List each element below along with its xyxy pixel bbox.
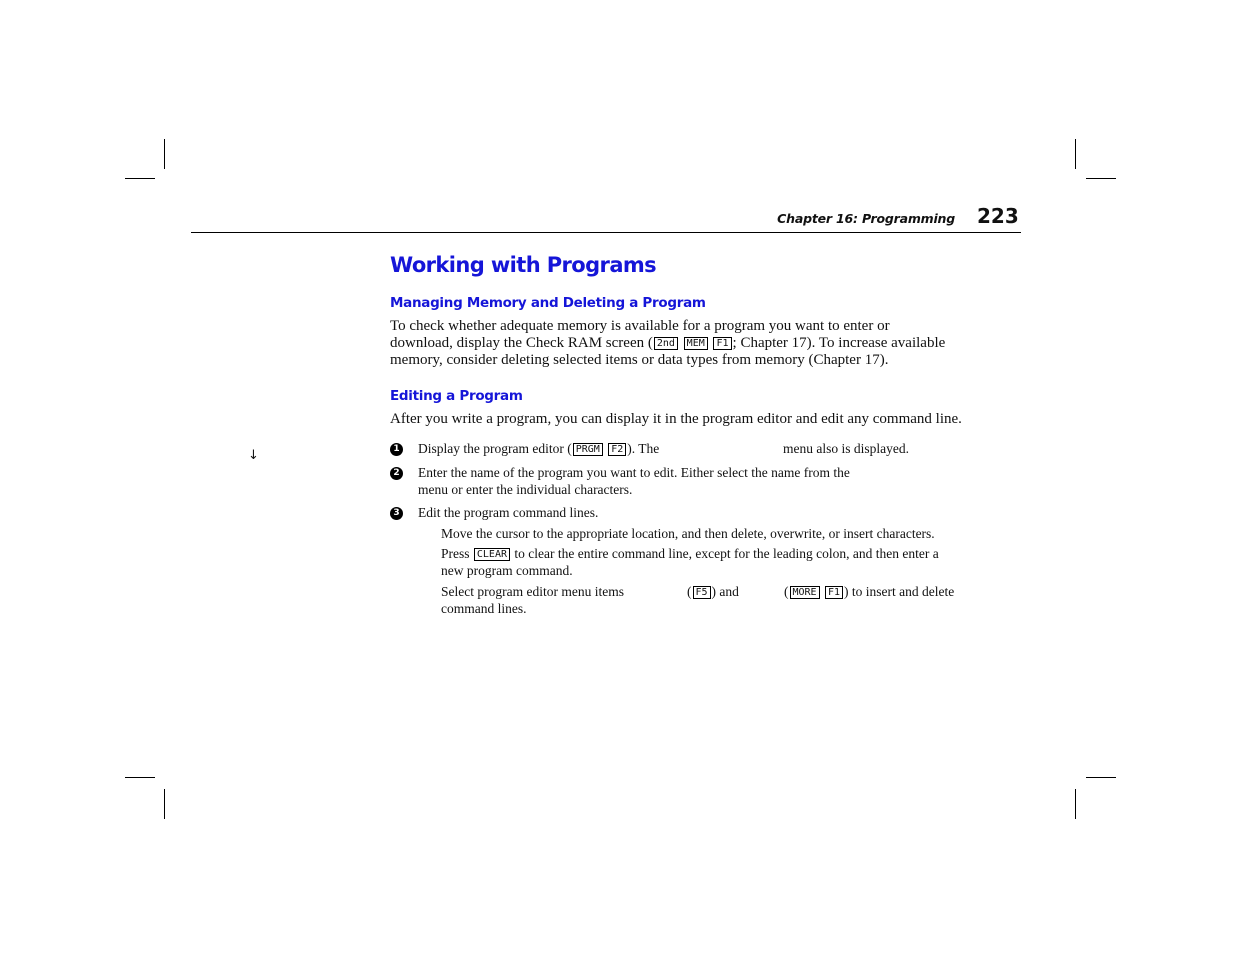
key-mem: MEM bbox=[684, 337, 708, 350]
step-2-line-2: menu or enter the individual characters. bbox=[418, 482, 633, 497]
sub-item-3-text-b: ( bbox=[687, 584, 692, 599]
sub-item-3-text-c: ) and bbox=[711, 584, 739, 599]
crop-mark-top-right-v bbox=[1075, 139, 1076, 169]
memory-paragraph-line-1: To check whether adequate memory is available for a program you want to enter or bbox=[390, 318, 890, 334]
sub-item-3-more-group bbox=[784, 583, 954, 600]
crop-mark-bottom-left-v bbox=[164, 789, 165, 819]
header-rule bbox=[191, 232, 1021, 233]
memory-text-b: ; Chapter 17). To increase available bbox=[732, 335, 946, 351]
sub-item-3-text-a: Select program editor menu items bbox=[441, 584, 624, 599]
step-number-2: 2 bbox=[390, 467, 403, 480]
sub-item-1: Move the cursor to the appropriate location, and then delete, overwrite, or insert characters. bbox=[441, 526, 935, 541]
memory-paragraph-line-3: memory, consider deleting selected items or data types from memory (Chapter 17). bbox=[390, 352, 889, 368]
key-prgm: PRGM bbox=[573, 443, 603, 456]
crop-mark-top-right-h bbox=[1086, 178, 1116, 179]
page-number: 223 bbox=[977, 204, 1019, 228]
step-1-text bbox=[418, 440, 659, 457]
crop-mark-bottom-left-h bbox=[125, 777, 155, 778]
key-f1: F1 bbox=[713, 337, 731, 350]
sub-item-3-line-2: command lines. bbox=[441, 601, 527, 616]
page-title: Working with Programs bbox=[390, 253, 657, 277]
sub-item-3-f5-group bbox=[687, 583, 739, 600]
sub-item-2-text-b: to clear the entire command line, except for the leading colon, and then enter a bbox=[514, 546, 939, 561]
section-heading-memory: Managing Memory and Deleting a Program bbox=[390, 295, 706, 311]
crop-mark-top-left-v bbox=[164, 139, 165, 169]
sub-item-2-text-a: Press bbox=[441, 546, 470, 561]
step-1-text-c: menu also is displayed. bbox=[783, 441, 909, 456]
crop-mark-top-left-h bbox=[125, 178, 155, 179]
sub-item-3-text-d: ( bbox=[784, 584, 789, 599]
crop-mark-bottom-right-v bbox=[1075, 789, 1076, 819]
step-2-line-1: Enter the name of the program you want to edit. Either select the name from the bbox=[418, 465, 850, 480]
key-2nd: 2nd bbox=[654, 337, 678, 350]
sub-item-2-line-1 bbox=[441, 545, 939, 562]
running-head: Chapter 16: Programming bbox=[777, 211, 955, 226]
step-number-3: 3 bbox=[390, 507, 403, 520]
key-clear: CLEAR bbox=[474, 548, 510, 561]
memory-paragraph-line-2 bbox=[390, 335, 945, 352]
down-arrow-icon: ↓ bbox=[248, 448, 259, 463]
section-heading-editing: Editing a Program bbox=[390, 388, 523, 404]
sub-item-2-line-2: new program command. bbox=[441, 563, 573, 578]
sub-item-3-text-e: ) to insert and delete bbox=[844, 584, 955, 599]
step-3-text: Edit the program command lines. bbox=[418, 505, 599, 520]
memory-text-a: download, display the Check RAM screen ( bbox=[390, 335, 653, 351]
key-f1-b: F1 bbox=[825, 586, 843, 599]
key-more: MORE bbox=[790, 586, 820, 599]
step-number-1: 1 bbox=[390, 443, 403, 456]
crop-mark-bottom-right-h bbox=[1086, 777, 1116, 778]
key-f2: F2 bbox=[608, 443, 626, 456]
step-1-text-a: Display the program editor ( bbox=[418, 441, 572, 456]
step-1-text-b: ). The bbox=[627, 441, 660, 456]
key-f5: F5 bbox=[693, 586, 711, 599]
editing-paragraph: After you write a program, you can display it in the program editor and edit any command line. bbox=[390, 411, 962, 427]
